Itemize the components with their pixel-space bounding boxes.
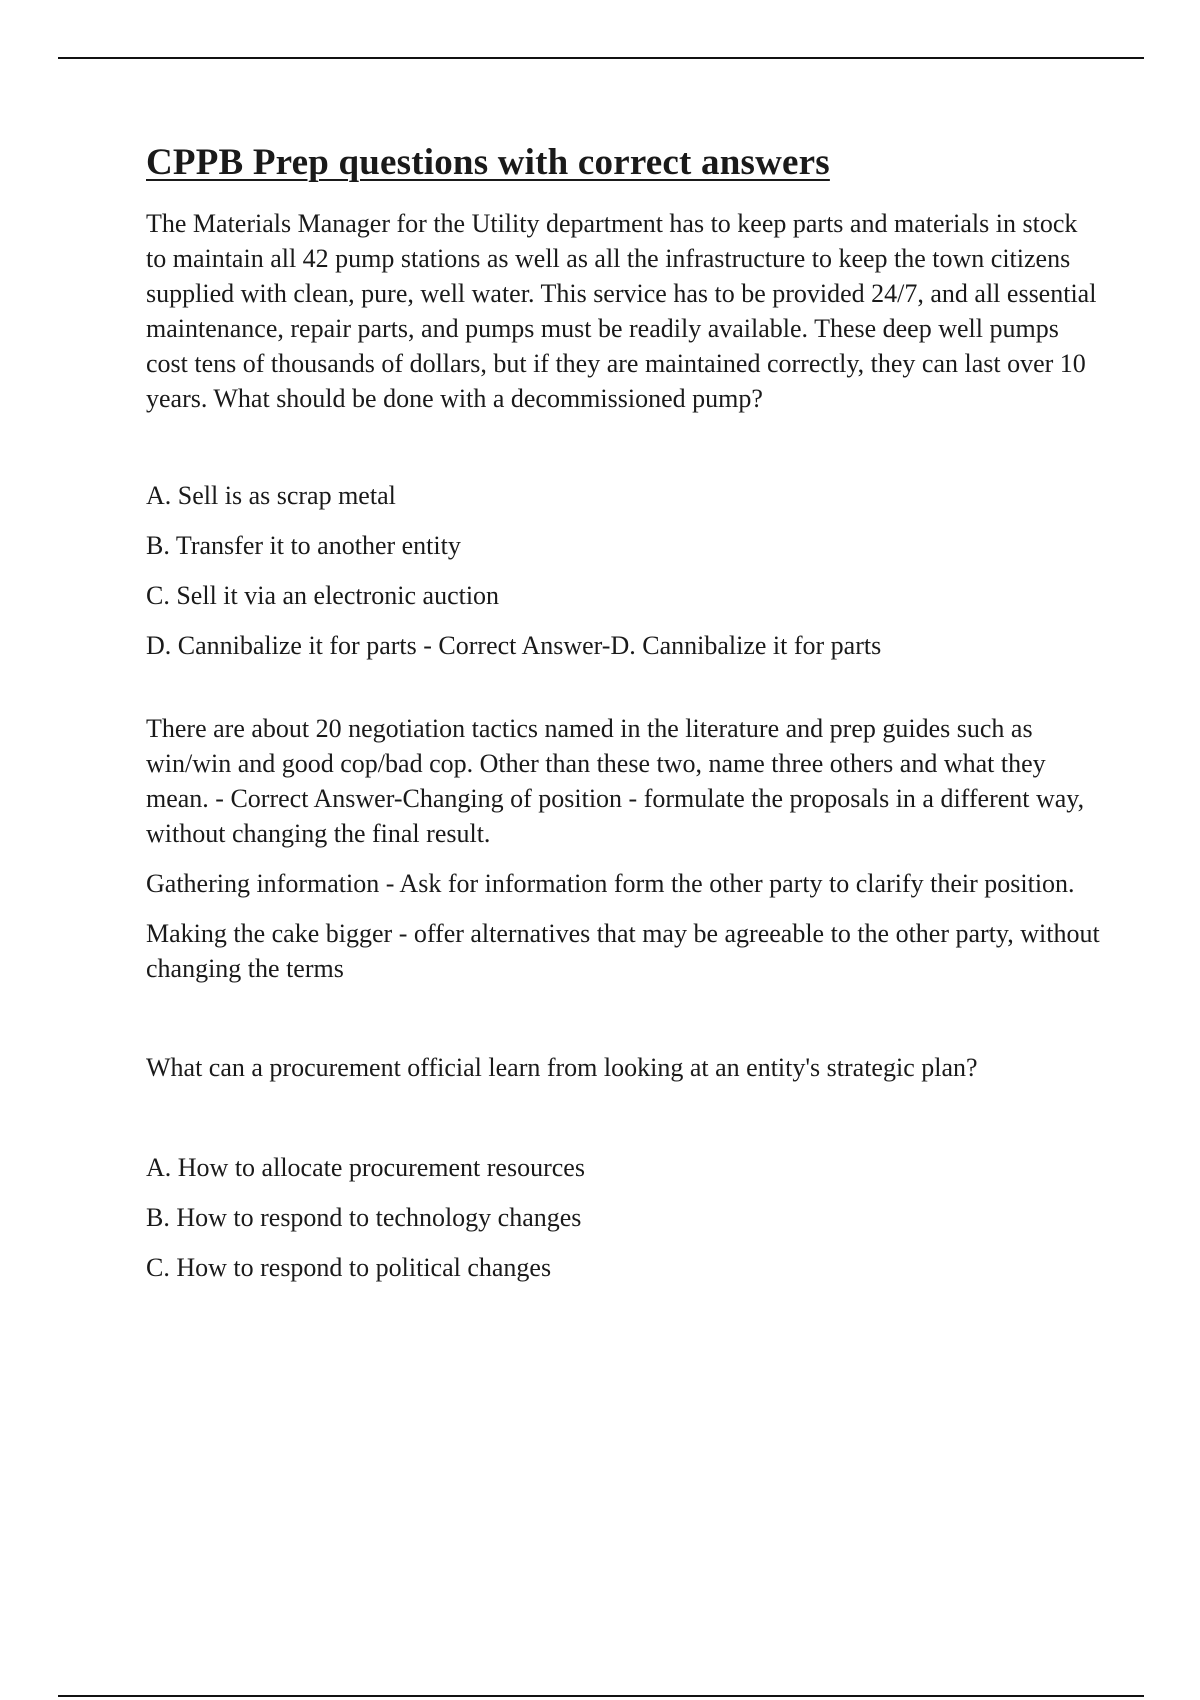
document-title: CPPB Prep questions with correct answers bbox=[146, 142, 830, 183]
question-1-option-d: D. Cannibalize it for parts - Correct Answer-D. Cannibalize it for parts bbox=[146, 631, 882, 661]
question-2-answer-part-3: Making the cake bigger - offer alternatives that may be agreeable to the other party, without changing the terms bbox=[146, 919, 1100, 984]
question-1-text: The Materials Manager for the Utility department has to keep parts and materials in stock to maintain all 42 pump stations as well as all the infrastructure to keep the town citizens supplied with clean, pure, well water. This service has to be provided 24/7, and all essential maintenance, repair parts, and pumps must be readily available. These deep well pumps cost tens of thousands of dollars, but if they are maintained correctly, they can last over 10 years. What should be done with a decommissioned pump? bbox=[146, 209, 1097, 414]
footer-rule bbox=[58, 1695, 1144, 1697]
question-3-option-c: C. How to respond to political changes bbox=[146, 1253, 552, 1283]
question-3-option-b: B. How to respond to technology changes bbox=[146, 1203, 582, 1233]
question-1-option-c: C. Sell it via an electronic auction bbox=[146, 581, 500, 611]
header-rule bbox=[58, 57, 1144, 59]
document-body bbox=[146, 140, 1101, 1300]
question-2-text: There are about 20 negotiation tactics named in the literature and prep guides such as win/win and good cop/bad cop. Other than these two, name three others and what they mean. - Correct Answer-Changing of position - formulate the proposals in a different way, without changing the final result. bbox=[146, 714, 1085, 849]
question-3-option-a: A. How to allocate procurement resources bbox=[146, 1153, 585, 1183]
question-2-answer-part-2: Gathering information - Ask for information form the other party to clarify their position. bbox=[146, 869, 1075, 899]
question-1-option-a: A. Sell is as scrap metal bbox=[146, 481, 396, 511]
question-1-option-b: B. Transfer it to another entity bbox=[146, 531, 461, 561]
question-3-text: What can a procurement official learn from looking at an entity's strategic plan? bbox=[146, 1053, 978, 1083]
